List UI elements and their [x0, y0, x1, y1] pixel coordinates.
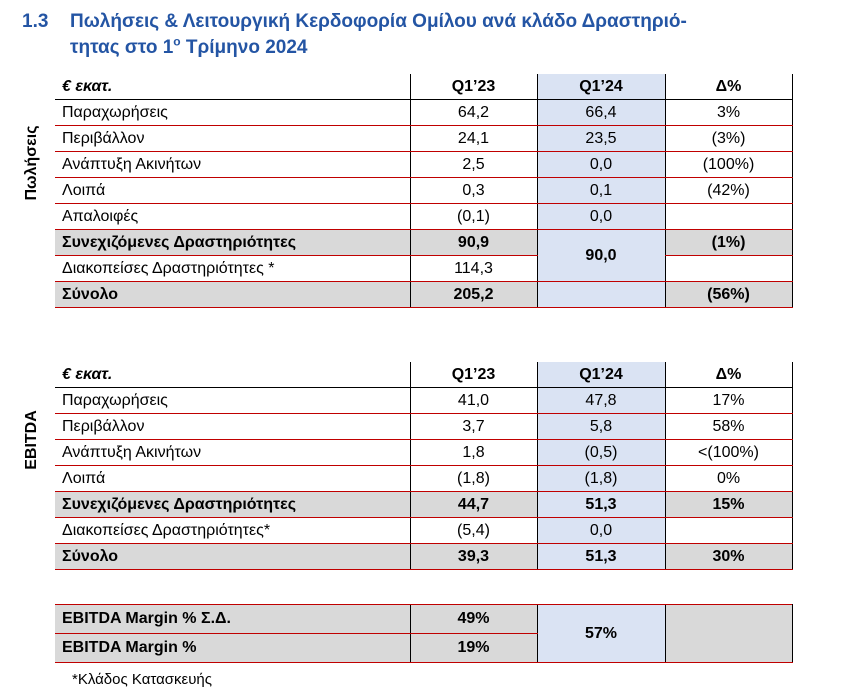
q1-23-header: Q1’23	[410, 74, 537, 100]
delta-header: Δ%	[665, 74, 792, 100]
delta-value: <(100%)	[665, 440, 792, 466]
q1-23-value: 24,1	[410, 126, 537, 152]
ebitda-table	[55, 362, 793, 570]
q1-23-value: 44,7	[410, 492, 537, 518]
q1-23-value: 3,7	[410, 414, 537, 440]
q1-24-value: 66,4	[537, 100, 665, 126]
q1-23-value: 1,8	[410, 440, 537, 466]
empty-cell	[537, 282, 665, 308]
table-row	[55, 466, 792, 492]
unit-header: € εκατ.	[55, 74, 410, 100]
section-title-line2-after: Τρίμηνο 2024	[180, 37, 308, 58]
empty-cell	[665, 204, 792, 230]
table-row	[55, 256, 792, 282]
row-label: Σύνολο	[55, 282, 410, 308]
table-row	[55, 100, 792, 126]
delta-value: 0%	[665, 466, 792, 492]
table-row	[55, 414, 792, 440]
q1-24-value: 51,3	[537, 492, 665, 518]
ebitda-side-label: EBITDA	[23, 410, 40, 470]
section-number: 1.3	[22, 11, 49, 32]
delta-value: 3%	[665, 100, 792, 126]
table-row	[55, 204, 792, 230]
table-header-row	[55, 362, 792, 388]
table-row	[55, 126, 792, 152]
q1-24-value: 0,0	[537, 204, 665, 230]
q1-24-value: 0,0	[537, 152, 665, 178]
q1-24-value: (0,5)	[537, 440, 665, 466]
row-label: Λοιπά	[55, 178, 410, 204]
ebitda-margin-table	[55, 604, 793, 663]
q1-23-value: 49%	[410, 605, 537, 634]
row-label: Διακοπείσες Δραστηριότητες *	[55, 256, 410, 282]
q1-23-value: 114,3	[410, 256, 537, 282]
q1-24-value: (1,8)	[537, 466, 665, 492]
q1-23-header: Q1’23	[410, 362, 537, 388]
empty-cell	[665, 518, 792, 544]
delta-value: 58%	[665, 414, 792, 440]
q1-23-value: (0,1)	[410, 204, 537, 230]
section-title	[70, 9, 687, 61]
q1-24-value: 5,8	[537, 414, 665, 440]
delta-value: (100%)	[665, 152, 792, 178]
delta-header: Δ%	[665, 362, 792, 388]
row-label: Σύνολο	[55, 544, 410, 570]
delta-value: (3%)	[665, 126, 792, 152]
q1-24-merged-value: 57%	[537, 605, 665, 663]
q1-23-value: 39,3	[410, 544, 537, 570]
q1-24-value: 0,0	[537, 518, 665, 544]
table-row-grand-total	[55, 282, 792, 308]
delta-value: (1%)	[665, 230, 792, 256]
q1-24-value: 0,1	[537, 178, 665, 204]
section-title-line1: Πωλήσεις & Λειτουργική Κερδοφορία Ομίλου ανά κλάδο Δραστηριό-	[70, 11, 687, 32]
empty-cell	[665, 605, 792, 663]
row-label: Ανάπτυξη Ακινήτων	[55, 440, 410, 466]
row-label: EBITDA Margin % Σ.Δ.	[55, 605, 410, 634]
row-label: EBITDA Margin %	[55, 634, 410, 663]
q1-24-value: 23,5	[537, 126, 665, 152]
q1-23-value: (1,8)	[410, 466, 537, 492]
q1-24-merged-value: 90,0	[537, 230, 665, 282]
row-label: Λοιπά	[55, 466, 410, 492]
row-label: Παραχωρήσεις	[55, 388, 410, 414]
q1-24-header: Q1’24	[537, 74, 665, 100]
q1-24-value: 47,8	[537, 388, 665, 414]
q1-23-value: 2,5	[410, 152, 537, 178]
row-label: Περιβάλλον	[55, 414, 410, 440]
table-row	[55, 440, 792, 466]
table-row-grand-total	[55, 544, 792, 570]
empty-cell	[665, 256, 792, 282]
footnote: *Κλάδος Κατασκευής	[72, 671, 212, 688]
row-label: Συνεχιζόμενες Δραστηριότητες	[55, 230, 410, 256]
section-title-line2-superscript: ο	[173, 34, 181, 49]
delta-value: 15%	[665, 492, 792, 518]
sales-side-label: Πωλήσεις	[23, 125, 40, 201]
delta-value: (42%)	[665, 178, 792, 204]
q1-23-value: 19%	[410, 634, 537, 663]
table-row-continuing-total	[55, 230, 792, 256]
q1-24-value: 51,3	[537, 544, 665, 570]
section-title-line2-before: τητας στο 1	[70, 37, 174, 58]
table-header-row	[55, 74, 792, 100]
row-label: Παραχωρήσεις	[55, 100, 410, 126]
row-label: Διακοπείσες Δραστηριότητες*	[55, 518, 410, 544]
row-label: Ανάπτυξη Ακινήτων	[55, 152, 410, 178]
q1-23-value: 41,0	[410, 388, 537, 414]
q1-23-value: 0,3	[410, 178, 537, 204]
table-row	[55, 178, 792, 204]
table-row	[55, 518, 792, 544]
q1-24-header: Q1’24	[537, 362, 665, 388]
q1-23-value: 90,9	[410, 230, 537, 256]
row-label: Συνεχιζόμενες Δραστηριότητες	[55, 492, 410, 518]
table-row-continuing-total	[55, 492, 792, 518]
q1-23-value: 64,2	[410, 100, 537, 126]
row-label: Περιβάλλον	[55, 126, 410, 152]
row-label: Απαλοιφές	[55, 204, 410, 230]
delta-value: 17%	[665, 388, 792, 414]
q1-23-value: (5,4)	[410, 518, 537, 544]
delta-value: (56%)	[665, 282, 792, 308]
unit-header: € εκατ.	[55, 362, 410, 388]
table-row	[55, 605, 792, 634]
table-row	[55, 388, 792, 414]
q1-23-value: 205,2	[410, 282, 537, 308]
table-row	[55, 152, 792, 178]
delta-value: 30%	[665, 544, 792, 570]
sales-table	[55, 74, 793, 308]
